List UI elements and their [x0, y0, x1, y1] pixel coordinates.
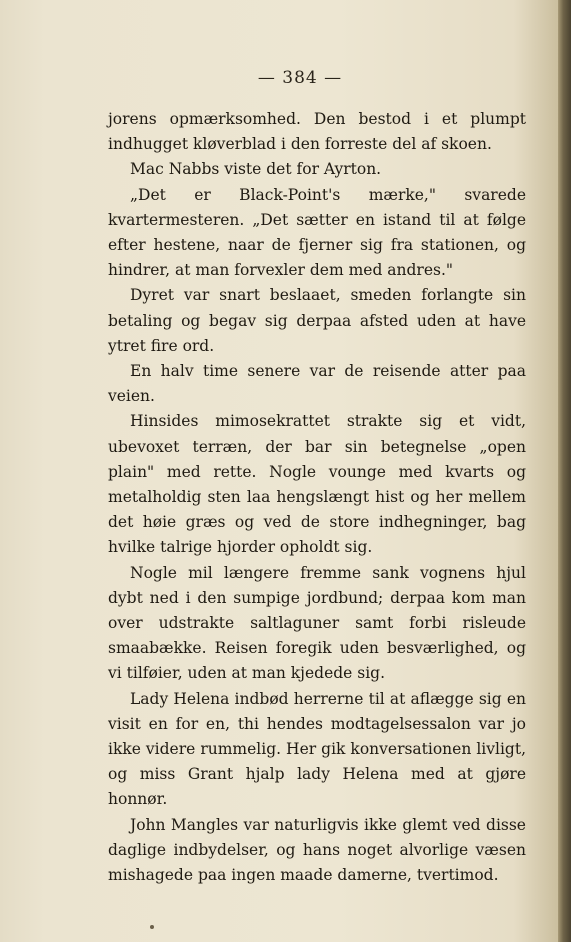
paragraph-1: jorens opmærksomhed. Den bestod i et plumpt indhugget kløverblad i den forreste del af skoen.: [108, 110, 526, 154]
paragraph-5: En halv time senere var de reisende atter paa veien.: [108, 362, 526, 406]
paragraph-3: „Det er Black-Point's mærke," svarede kvartermesteren. „Det sætter en istand til at følge efter hestene, naar de fjerner sig fra stationen, og hindrer, at man forvexler dem med andres.": [108, 185, 526, 280]
paragraph-7: Nogle mil længere fremme sank vognens hjul dybt ned i den sumpige jordbund; derpaa kom man over udstrakte saltlaguner samt forbi risleude smaabække. Reisen foregik uden besværlighed, og vi tilføier, uden at man kjedede sig.: [108, 563, 526, 683]
page-edge-shadow: [558, 0, 571, 942]
paragraph-2: Mac Nabbs viste det for Ayrton.: [130, 160, 382, 179]
paragraph-6: Hinsides mimosekrattet strakte sig et vidt, ubevoxet terræn, der bar sin betegnelse „open plain" med rette. Nogle vounge med kvarts og metalholdig sten laa hengslængt hist og her mellem det høie græs og ved de store indhegninger, bag hvilke talrige hjorder opholdt sig.: [108, 412, 526, 557]
paragraph-4: Dyret var snart beslaaet, smeden forlangte sin betaling og begav sig derpaa afsted uden at have ytret fire ord.: [108, 286, 526, 355]
body-text: [108, 107, 526, 888]
paragraph-9: John Mangles var naturligvis ikke glemt ved disse daglige indbydelser, og hans noget alvorlige væsen mishagede paa ingen maade damerne, tvertimod.: [108, 815, 526, 885]
ink-spot: [150, 925, 154, 929]
paragraph-8: Lady Helena indbød herrerne til at aflægge sig en visit en for en, thi hendes modtagelsessalon var jo ikke videre rummelig. Her gik konversationen livligt, og miss Grant hjalp lady Helena med at gjøre honnør.: [108, 689, 526, 809]
page-number: — 384 —: [257, 68, 343, 88]
